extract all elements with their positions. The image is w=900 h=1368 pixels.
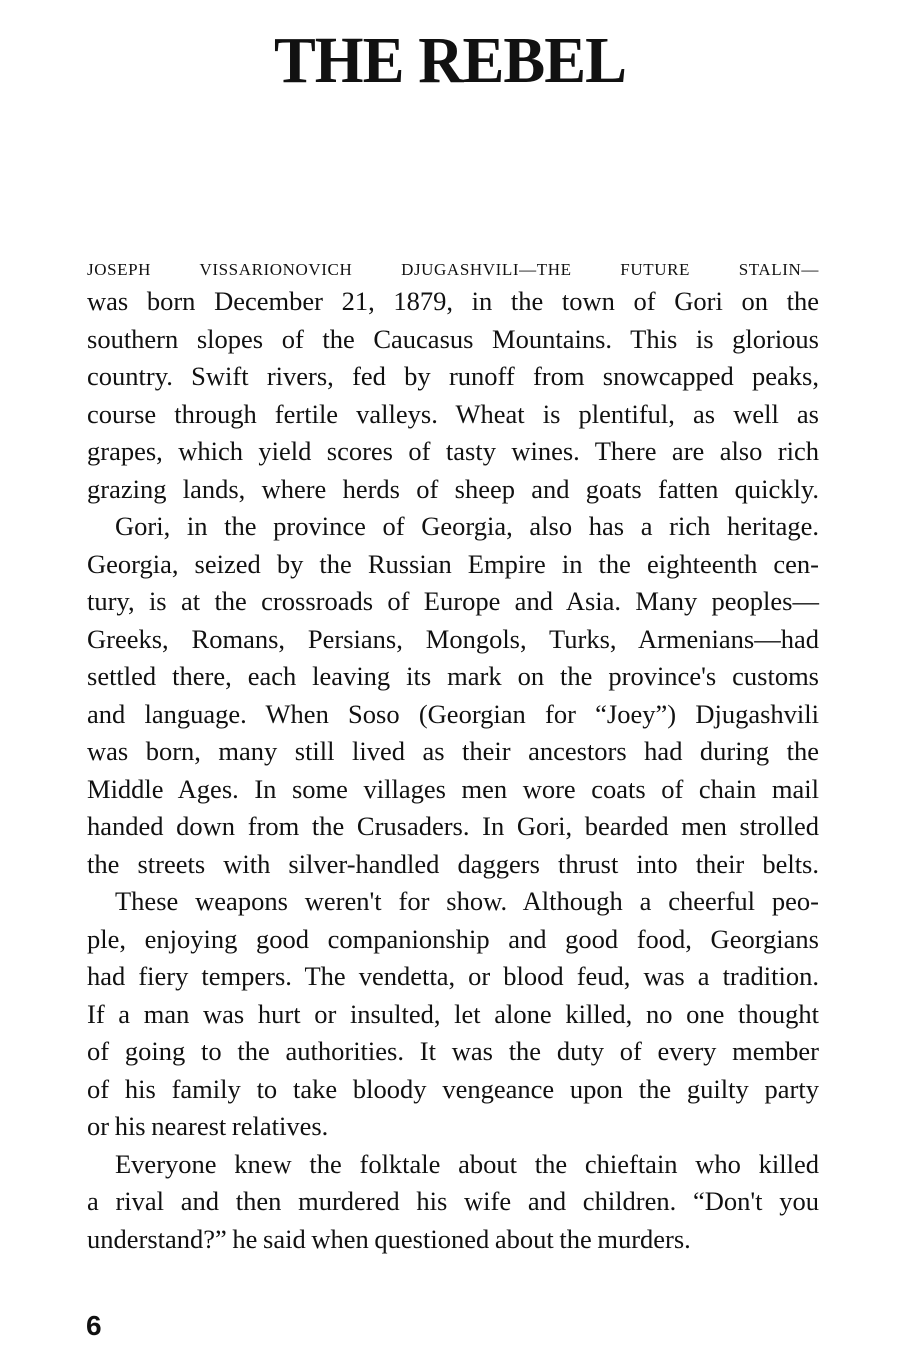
text-line: Greeks, Romans, Persians, Mongols, Turks, Armenians—had [87, 623, 819, 654]
text-line: handed down from the Crusaders. In Gori, bearded men strolled [87, 811, 819, 841]
text-line: was born December 21, 1879, in the town of Gori on the [87, 286, 819, 316]
text-line: a rival and then murdered his wife and children. “Don't you [87, 1186, 819, 1216]
text-line: ple, enjoying good companionship and good food, Georgians [87, 923, 819, 954]
text-line: If a man was hurt or insulted, let alone killed, no one thought [87, 998, 819, 1029]
text-line: course through fertile valleys. Wheat is plentiful, as well as [87, 398, 819, 429]
text-line: Everyone knew the folktale about the chieftain who killed [115, 1148, 819, 1179]
text-line: settled there, each leaving its mark on the province's customs [87, 661, 819, 691]
opening-small-caps: JOSEPH VISSARIONOVICH DJUGASHVILI—THE FUTURE STALIN— [87, 260, 819, 279]
text-line: grazing lands, where herds of sheep and goats fatten quickly. [87, 473, 819, 504]
text-line: the streets with silver-handled daggers thrust into their belts. [87, 848, 819, 879]
page-number: 6 [86, 1310, 102, 1341]
text-line: understand?” he said when questioned about the murders. [87, 1223, 691, 1254]
text-line: Georgia, seized by the Russian Empire in the eighteenth cen- [87, 548, 819, 579]
text-line: tury, is at the crossroads of Europe and Asia. Many peoples— [87, 586, 819, 616]
text-line: country. Swift rivers, fed by runoff from snowcapped peaks, [87, 361, 819, 391]
text-line: had fiery tempers. The vendetta, or blood feud, was a tradition. [87, 961, 819, 991]
text-line: grapes, which yield scores of tasty wines. There are also rich [87, 436, 819, 466]
chapter-title: THE REBEL [273, 24, 627, 97]
text-line: Gori, in the province of Georgia, also has a rich heritage. [115, 511, 819, 541]
text-line: southern slopes of the Caucasus Mountains. This is glorious [87, 323, 819, 354]
text-line: was born, many still lived as their ancestors had during the [87, 736, 819, 766]
body-text [87, 257, 819, 1258]
text-line: of going to the authorities. It was the duty of every member [87, 1036, 819, 1066]
text-line: Middle Ages. In some villages men wore coats of chain mail [87, 773, 819, 804]
text-line: or his nearest relatives. [87, 1111, 329, 1141]
text-line: These weapons weren't for show. Although a cheerful peo- [115, 886, 819, 916]
text-line: of his family to take bloody vengeance upon the guilty party [87, 1073, 819, 1104]
text-line: and language. When Soso (Georgian for “Joey”) Djugashvili [87, 698, 819, 729]
